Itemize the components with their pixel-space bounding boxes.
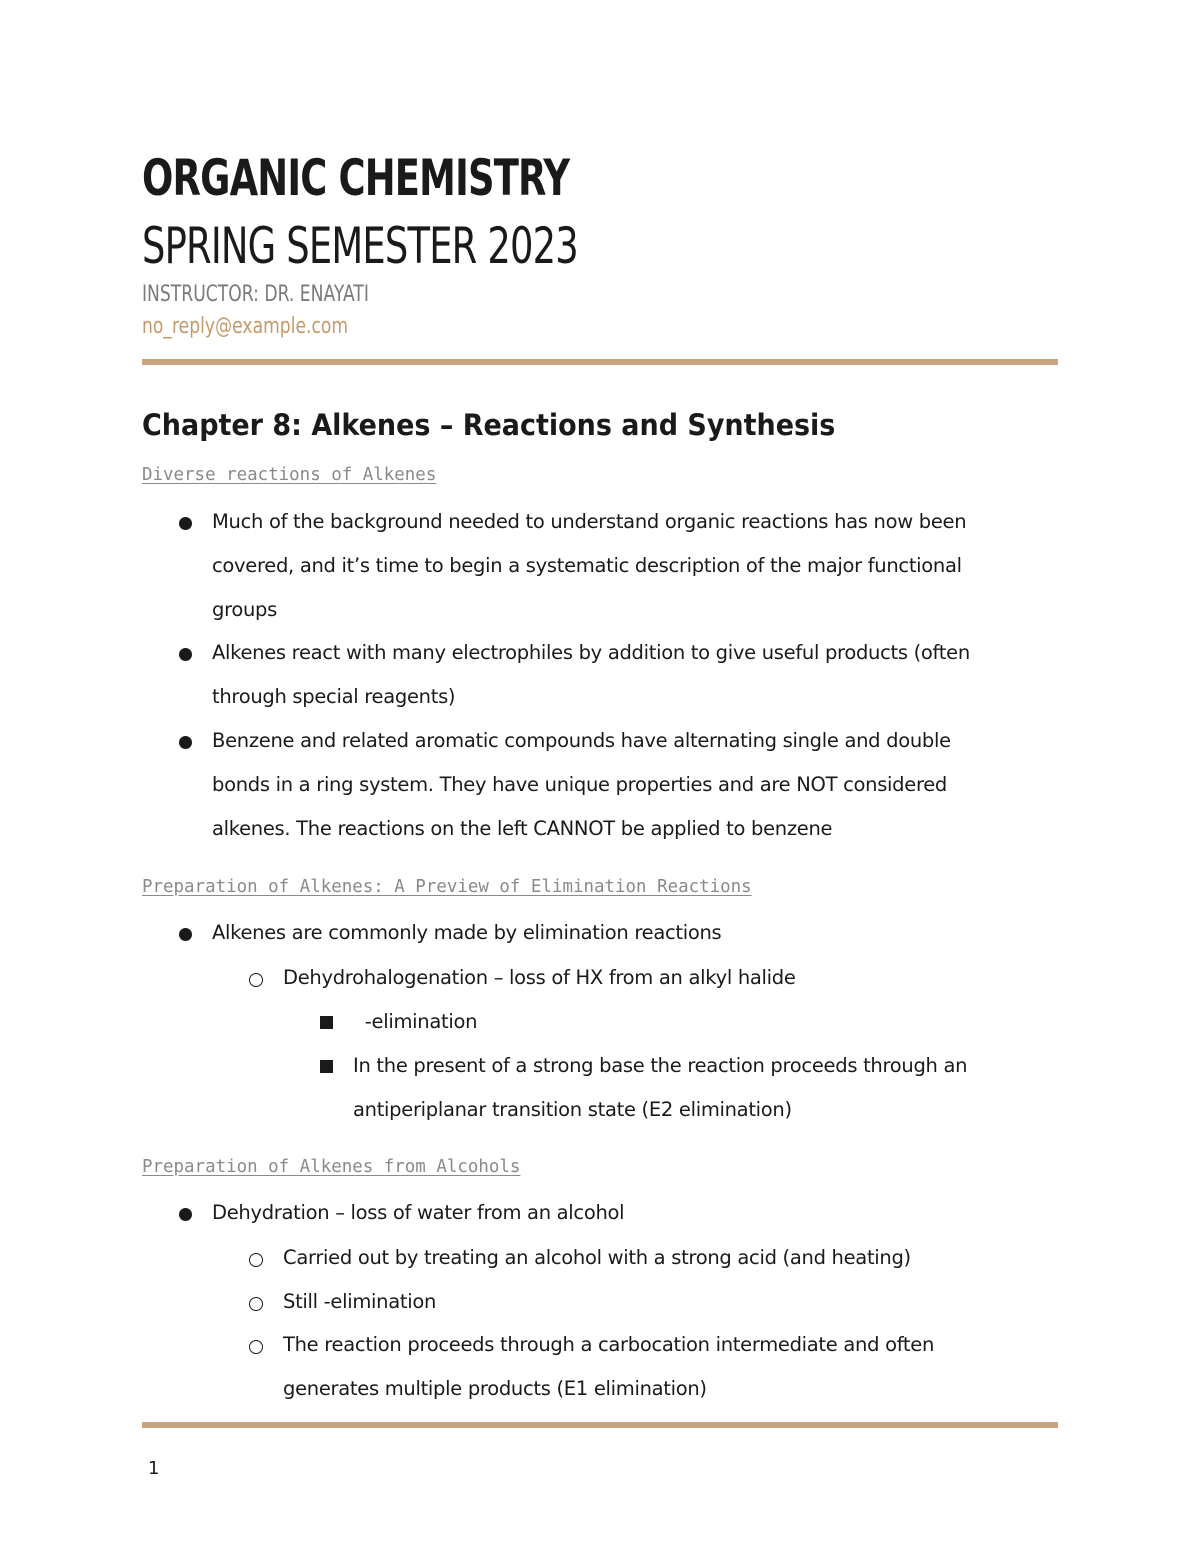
course-title: ORGANIC CHEMISTRY [142, 149, 570, 207]
list-item-line: generates multiple products (E1 elimination) [283, 1377, 707, 1400]
list-item-line: Carried out by treating an alcohol with a strong acid (and heating) [283, 1246, 911, 1269]
bullet-disc-icon [179, 928, 192, 941]
bullet-circle-icon [249, 973, 263, 987]
list-item [283, 1280, 436, 1324]
list-item-line: groups [212, 598, 277, 621]
list-item [212, 911, 721, 955]
bullet-circle-icon [249, 1340, 263, 1354]
bullet-disc-icon [179, 736, 192, 749]
footer-divider [142, 1422, 1058, 1428]
document-page [142, 0, 1058, 1553]
list-item [283, 1236, 911, 1280]
bullet-disc-icon [179, 648, 192, 661]
section-heading: Preparation of Alkenes: A Preview of Elimination Reactions [142, 876, 752, 897]
bullet-circle-icon [249, 1297, 263, 1311]
list-item-line: Still -elimination [283, 1290, 437, 1313]
list-item-line: Much of the background needed to understand organic reactions has now been [212, 510, 967, 533]
page-number: 1 [148, 1458, 160, 1479]
bullet-circle-icon [249, 1253, 263, 1267]
chapter-title: Chapter 8: Alkenes – Reactions and Synthesis [142, 408, 836, 442]
list-item-line: -elimination [353, 1010, 478, 1033]
bullet-disc-icon [179, 1208, 192, 1221]
bullet-square-icon [320, 1060, 333, 1073]
list-item-line: through special reagents) [212, 685, 456, 708]
list-item [212, 631, 970, 719]
list-item [212, 719, 951, 851]
section-heading: Preparation of Alkenes from Alcohols [142, 1156, 521, 1177]
list-item [212, 1191, 624, 1235]
list-item-line: Alkenes are commonly made by elimination reactions [212, 921, 722, 944]
list-item [353, 1000, 477, 1044]
header-divider [142, 359, 1058, 365]
section-heading: Diverse reactions of Alkenes [142, 464, 437, 485]
list-item-line: bonds in a ring system. They have unique properties and are NOT considered [212, 773, 948, 796]
list-item-line: antiperiplanar transition state (E2 elimination) [353, 1098, 792, 1121]
list-item [283, 1323, 934, 1411]
list-item-line: Alkenes react with many electrophiles by addition to give useful products (often [212, 641, 970, 664]
list-item-line: Dehydration – loss of water from an alcohol [212, 1201, 625, 1224]
list-item [353, 1044, 967, 1132]
instructor-name: INSTRUCTOR: DR. ENAYATI [142, 282, 369, 307]
list-item-line: In the present of a strong base the reaction proceeds through an [353, 1054, 968, 1077]
list-item-line: The reaction proceeds through a carbocation intermediate and often [283, 1333, 935, 1356]
list-item-line: Dehydrohalogenation – loss of HX from an alkyl halide [283, 966, 796, 989]
list-item [212, 500, 966, 632]
list-item-line: alkenes. The reactions on the left CANNOT be applied to benzene [212, 817, 833, 840]
list-item-line: covered, and it’s time to begin a systematic description of the major functional [212, 554, 962, 577]
list-item [283, 956, 796, 1000]
instructor-email-link[interactable]: no_reply@example.com [142, 314, 349, 339]
bullet-disc-icon [179, 517, 192, 530]
semester-title: SPRING SEMESTER 2023 [142, 217, 578, 275]
list-item-line: Benzene and related aromatic compounds have alternating single and double [212, 729, 951, 752]
bullet-square-icon [320, 1016, 333, 1029]
